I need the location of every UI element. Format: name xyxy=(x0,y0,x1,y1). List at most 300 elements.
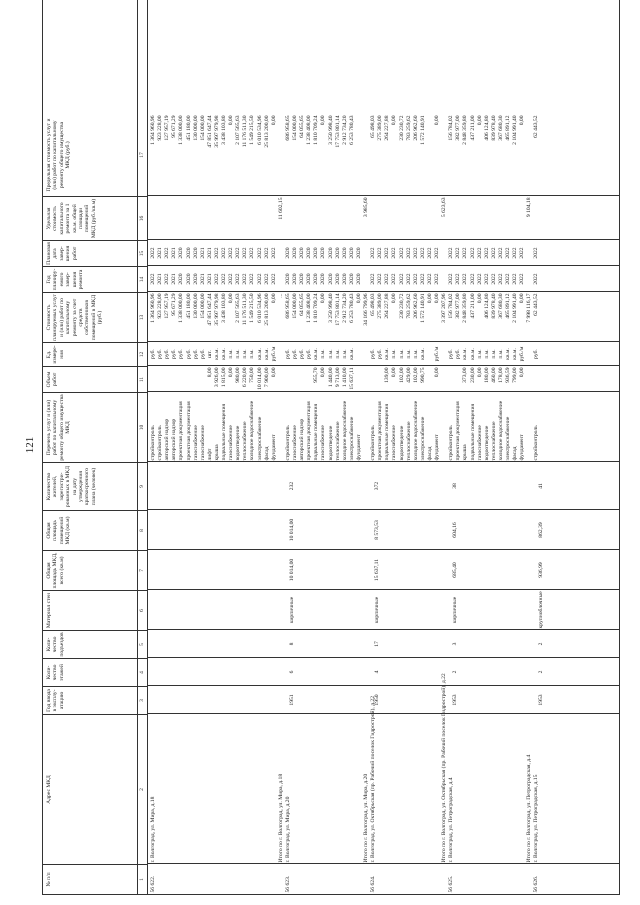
work-type: электроснабжение xyxy=(348,416,355,461)
completion-date: 2020 xyxy=(284,247,291,259)
header-cell: Стоимость планируемых услуг и (или) работ по капитальному ремонту за счет средств собственников помещений в МКД (руб.) xyxy=(43,292,139,342)
completion-year: 2022 xyxy=(377,273,384,285)
work-volume: 178,00 xyxy=(497,367,504,383)
unit-cost: 11 602,15 xyxy=(277,197,284,220)
completion-year: 2022 xyxy=(398,273,405,285)
unit: п.м. xyxy=(249,349,256,359)
column-rule xyxy=(148,365,620,366)
work-volume: 0,00 xyxy=(519,367,526,378)
completion-date: 2022 xyxy=(419,247,426,259)
completion-date: 2022 xyxy=(391,247,398,259)
cost: 0,00 xyxy=(355,293,362,304)
completion-date: 2020 xyxy=(348,247,355,259)
work-volume: 230,00 xyxy=(469,367,476,383)
column-rule xyxy=(148,685,620,686)
limit-cost: 2 912 734,20 xyxy=(341,115,348,145)
completion-year: 2021 xyxy=(157,273,164,285)
cost: 65 498,03 xyxy=(370,293,377,316)
header-cell: Плановая дата завер-шения работ xyxy=(43,240,139,266)
limit-cost: 0,00 xyxy=(434,115,440,126)
column-rule xyxy=(148,509,620,510)
completion-year: 2022 xyxy=(384,273,391,285)
cost: 451 180,00 xyxy=(185,293,192,319)
cost: 3 438 103,80 xyxy=(221,293,227,323)
column-rule xyxy=(148,341,620,342)
entrances: 3 xyxy=(452,642,459,646)
work-type: холодное водоснабжение xyxy=(249,400,256,461)
work-type: электроснабжение xyxy=(256,416,263,461)
completion-year: 2022 xyxy=(150,273,156,285)
cost: 1 572 140,91 xyxy=(419,293,426,323)
unit: п.м. xyxy=(405,349,412,359)
wall-material: кирпичные xyxy=(374,596,381,624)
unit: руб. xyxy=(199,349,206,359)
completion-date: 2022 xyxy=(213,247,220,259)
work-volume: 1 815,00 xyxy=(221,367,227,388)
column-number: 1 xyxy=(138,864,148,894)
unit: руб. xyxy=(178,349,185,359)
year-built: 1951 xyxy=(289,694,296,706)
work-volume: 0,00 xyxy=(228,367,235,378)
completion-date: 2022 xyxy=(235,247,242,259)
completion-year: 2020 xyxy=(355,273,362,285)
column-rule xyxy=(148,265,620,266)
address: г. Волгоград, ул. Октябрьская (пр. Рабочий поселок Гидрострой), д.22 xyxy=(370,696,377,863)
unit: п.м. xyxy=(497,349,504,359)
limit-cost: 127 957,19 xyxy=(164,115,171,141)
completion-date: 2022 xyxy=(426,247,433,259)
floors: 2 xyxy=(537,670,544,674)
cost: 2 912 734,20 xyxy=(341,293,348,323)
limit-cost: 156 784,02 xyxy=(448,115,455,141)
cost: 465 891,12 xyxy=(505,293,511,319)
header-cell: Ед. измере-ния xyxy=(43,342,139,366)
completion-year: 2020 xyxy=(306,273,313,285)
column-rule xyxy=(148,863,620,864)
residents: 38 xyxy=(452,483,459,489)
work-type: лифт xyxy=(206,448,213,461)
completion-date: 2022 xyxy=(398,247,405,259)
completion-date: 2022 xyxy=(412,247,419,259)
limit-cost: 230 230,72 xyxy=(398,115,405,141)
work-volume: 139,00 xyxy=(384,367,391,383)
total-cost: ... xyxy=(277,293,284,298)
completion-date: 2022 xyxy=(462,247,469,259)
work-type: газоснабжение xyxy=(320,425,327,461)
header-cell: Предельная стоимость услуг и (или) работ по капитальному ремонту общего имущества МКД (руб.) xyxy=(46,118,72,192)
completion-date: 2022 xyxy=(256,247,263,259)
work-type: теплоснабжение xyxy=(334,421,341,461)
unit: руб. xyxy=(377,349,384,359)
limit-cost: 783 259,62 xyxy=(405,115,412,141)
completion-date: 2020 xyxy=(327,247,334,259)
cost: 6 010 534,96 xyxy=(256,293,263,323)
completion-year: 2020 xyxy=(313,273,320,285)
limit-cost: 95 671,29 xyxy=(171,115,178,138)
completion-date: 2022 xyxy=(476,247,483,259)
completion-year: 2022 xyxy=(434,273,440,285)
completion-date: 2022 xyxy=(249,247,256,259)
total-label: Итого по г. Волгоград, ул. Мира, д.20 xyxy=(363,773,369,863)
work-volume: 373,00 xyxy=(462,367,469,383)
unit-cost: 9 104,18 xyxy=(526,197,533,218)
work-volume: 955,70 xyxy=(313,367,320,383)
unit: руб. xyxy=(455,349,462,359)
completion-year: 2022 xyxy=(469,273,476,285)
work-type: фасад xyxy=(263,446,270,461)
limit-cost: 17 753 801,14 xyxy=(334,115,341,148)
completion-date: 2022 xyxy=(448,247,455,259)
work-type: проектная документация xyxy=(306,401,313,461)
unit: кв.м. xyxy=(419,348,426,360)
header-cell: Удельная стоимость капитального ремонта за 1 кв.м. общей площади помещений МКД (руб./кв.м) xyxy=(43,196,139,240)
unit: п.м. xyxy=(327,349,334,359)
completion-year: 2020 xyxy=(348,273,355,285)
work-type: фундамент xyxy=(434,434,440,461)
residents: 372 xyxy=(374,481,381,491)
work-type: проектная документация xyxy=(377,401,384,461)
cost: 2 104 991,40 xyxy=(512,293,519,323)
cost: 923 228,00 xyxy=(157,293,164,319)
total-area: 10 014,00 xyxy=(289,558,296,582)
cost: 2 848 359,80 xyxy=(462,293,469,323)
completion-year: 2020 xyxy=(192,273,199,285)
completion-year: 2020 xyxy=(178,273,185,285)
completion-year: 2020 xyxy=(284,273,291,285)
completion-date: 2022 xyxy=(455,247,462,259)
completion-year: 2021 xyxy=(199,273,206,285)
completion-date: 2020 xyxy=(185,247,192,259)
unit: кв.м. xyxy=(313,348,320,360)
premises-area: 10 014,00 xyxy=(289,518,296,542)
work-volume: 15 637,11 xyxy=(348,367,355,390)
work-type: фундамент xyxy=(519,434,526,461)
year-built: 1950 xyxy=(374,694,381,706)
work-type: холодное водоснабжение xyxy=(412,400,419,461)
completion-date: 2022 xyxy=(405,247,412,259)
cost: 2 107 565,63 xyxy=(235,293,242,323)
limit-cost: 2 848 359,80 xyxy=(462,115,469,145)
limit-cost: 206 962,60 xyxy=(412,115,419,141)
limit-cost: 0,00 xyxy=(391,115,398,126)
address: г. Волгоград, ул. Петроградская, д.4 xyxy=(448,777,455,863)
residents: 41 xyxy=(537,483,544,489)
work-volume: 0,00 xyxy=(270,367,277,378)
column-rule xyxy=(148,549,620,550)
work-type: стройконтроль xyxy=(284,425,291,461)
header-cell: Адрес МКД xyxy=(43,714,139,864)
unit: руб. xyxy=(150,349,156,359)
limit-cost: 0,00 xyxy=(320,115,327,126)
column-rule xyxy=(148,291,620,292)
cost: 17 753 801,14 xyxy=(334,293,341,326)
column-number: 6 xyxy=(138,590,148,630)
unit: кв.м. xyxy=(213,348,220,360)
column-number: 11 xyxy=(138,366,148,392)
completion-date: 2022 xyxy=(242,247,249,259)
total-label: Итого по г. Волгоград, ул. Мира, д.18 xyxy=(277,773,284,863)
row-number: 56 623. xyxy=(284,875,291,893)
cost: 406 124,80 xyxy=(483,293,490,319)
completion-year: 2022 xyxy=(476,273,483,285)
column-number: 4 xyxy=(138,658,148,686)
header-cell: № п/п xyxy=(43,864,139,894)
unit: кв.м. xyxy=(462,348,469,360)
completion-year: 2020 xyxy=(341,273,348,285)
unit: кв.м. xyxy=(505,348,511,360)
limit-cost: 686 958,65 xyxy=(284,115,291,141)
completion-date: 2020 xyxy=(320,247,327,259)
unit: кв.м. xyxy=(263,348,270,360)
unit: руб. xyxy=(192,349,199,359)
cost: 264 227,88 xyxy=(384,293,391,319)
completion-date: 2022 xyxy=(533,247,540,259)
limit-cost: 6 253 780,43 xyxy=(348,115,355,145)
total-label: Итого по г. Волгоград, ул. Петроградская, д.4 xyxy=(526,754,533,863)
completion-year: 2022 xyxy=(497,273,504,285)
completion-year: 2020 xyxy=(299,273,306,285)
completion-date: 2022 xyxy=(490,247,497,259)
work-type: стройконтроль xyxy=(150,425,156,461)
limit-cost: 47 851 647,44 xyxy=(206,115,213,148)
unit: руб. xyxy=(185,349,192,359)
completion-date: 2021 xyxy=(171,247,178,259)
column-number: 8 xyxy=(138,510,148,550)
work-type: стройконтроль xyxy=(370,425,377,461)
work-volume: 102,00 xyxy=(412,367,419,383)
unit: п.м. xyxy=(412,349,419,359)
limit-cost: 1 549 215,50 xyxy=(249,115,256,145)
unit: п.м. xyxy=(391,349,398,359)
limit-cost: 451 180,00 xyxy=(185,115,192,141)
unit: руб. xyxy=(448,349,455,359)
entrances: 17 xyxy=(374,641,381,647)
work-volume: 429,00 xyxy=(405,367,412,383)
unit: руб. xyxy=(533,349,540,359)
unit: п.м. xyxy=(242,349,249,359)
cost: 130 000,00 xyxy=(192,293,199,319)
table-header xyxy=(42,0,138,895)
cost: 0,00 xyxy=(391,293,398,304)
header-cell: Коли-чество этажей xyxy=(43,658,139,686)
column-number: 5 xyxy=(138,630,148,658)
residents: 232 xyxy=(289,481,296,491)
completion-year: 2022 xyxy=(164,273,171,285)
work-type: подвальные помещения xyxy=(384,403,391,461)
column-number: 10 xyxy=(138,392,148,462)
completion-date: 2022 xyxy=(164,247,171,259)
completion-year: 2022 xyxy=(426,273,433,285)
floors: 2 xyxy=(452,670,459,674)
work-type: фасад xyxy=(512,446,519,461)
table-body xyxy=(148,0,620,895)
unit: руб. xyxy=(164,349,171,359)
work-volume: 10 014,00 xyxy=(256,367,263,390)
completion-date: 2020 xyxy=(341,247,348,259)
work-volume: 102,00 xyxy=(398,367,405,383)
limit-cost: 0,00 xyxy=(270,115,277,126)
completion-year: 2021 xyxy=(206,273,213,285)
document-page xyxy=(10,0,630,895)
work-volume: 7 900,00 xyxy=(263,367,270,388)
completion-year: 2022 xyxy=(490,273,497,285)
completion-year: 2022 xyxy=(391,273,398,285)
column-number: 2 xyxy=(138,714,148,864)
completion-year: 2022 xyxy=(533,273,540,285)
completion-year: 2022 xyxy=(405,273,412,285)
limit-cost: 35 997 979,98 xyxy=(213,115,220,148)
column-number: 12 xyxy=(138,342,148,366)
completion-year: 2020 xyxy=(292,273,298,285)
completion-date: 2022 xyxy=(150,247,156,259)
completion-date: 2021 xyxy=(199,247,206,259)
work-volume: 936,59 xyxy=(505,367,511,383)
unit-cost: 5 623,63 xyxy=(441,197,448,218)
work-volume: 0,00 xyxy=(476,367,483,378)
unit: п.м. xyxy=(490,349,497,359)
unit: руб. xyxy=(171,349,178,359)
work-volume: 6 220,00 xyxy=(242,367,249,388)
cost: 0,00 xyxy=(426,293,433,304)
work-volume: 799,00 xyxy=(512,367,519,383)
limit-cost: 1 810 709,24 xyxy=(313,115,320,145)
cost: 437 211,00 xyxy=(469,293,476,319)
work-type: теплоснабжение xyxy=(490,421,497,461)
floors: 4 xyxy=(374,670,381,674)
work-type: фундамент xyxy=(355,434,362,461)
year-built: 1953 xyxy=(537,694,544,706)
completion-year: 2022 xyxy=(263,273,270,285)
completion-year: 2020 xyxy=(327,273,334,285)
limit-cost: 0,00 xyxy=(519,115,526,126)
work-type: холодное водоснабжение xyxy=(341,400,348,461)
completion-year: 2022 xyxy=(483,273,490,285)
limit-cost: 264 227,88 xyxy=(384,115,391,141)
cost: 154 000,00 xyxy=(199,293,206,319)
work-type: фундамент xyxy=(270,434,277,461)
completion-date: 2020 xyxy=(299,247,306,259)
completion-year: 2020 xyxy=(334,273,341,285)
premises-area: 8 573,53 xyxy=(374,520,381,540)
work-volume: 1 410,00 xyxy=(341,367,348,388)
column-number: 7 xyxy=(138,550,148,590)
limit-cost: 3 250 998,40 xyxy=(327,115,334,145)
work-type: электроснабжение xyxy=(419,416,426,461)
completion-year: 2022 xyxy=(242,273,249,285)
completion-date: 2022 xyxy=(370,247,377,259)
cost: 686 958,65 xyxy=(284,293,291,319)
work-type: газоснабжение xyxy=(199,425,206,461)
limit-cost: 1 572 140,91 xyxy=(419,115,426,145)
row-number: 56 622. xyxy=(150,875,156,893)
completion-year: 2022 xyxy=(505,273,511,285)
row-number: 56 625. xyxy=(448,875,455,893)
cost: 11 176 511,30 xyxy=(242,293,249,326)
work-volume: 0,00 xyxy=(434,367,440,378)
completion-year: 2022 xyxy=(256,273,263,285)
completion-year: 2022 xyxy=(419,273,426,285)
work-type: стройконтроль xyxy=(448,425,455,461)
limit-cost: 65 498,03 xyxy=(370,115,377,138)
limit-cost: 465 891,12 xyxy=(505,115,511,141)
completion-date: 2021 xyxy=(206,247,213,259)
completion-date: 2022 xyxy=(384,247,391,259)
work-type: газоснабжение xyxy=(292,425,298,461)
cost: 35 997 979,98 xyxy=(213,293,220,326)
limit-cost: 923 228,00 xyxy=(157,115,164,141)
completion-date: 2020 xyxy=(292,247,298,259)
work-volume: 750,00 xyxy=(249,367,256,383)
header-cell: Материал стен xyxy=(43,590,139,630)
completion-year: 2020 xyxy=(185,273,192,285)
work-type: авторский надзор xyxy=(299,418,306,461)
limit-cost: 2 104 991,40 xyxy=(512,115,519,145)
cost: 0,00 xyxy=(228,293,235,304)
unit: руб./м xyxy=(434,346,440,362)
work-type: водоотведение xyxy=(235,425,242,461)
work-volume: 8,00 xyxy=(206,367,213,378)
cost: 382 977,00 xyxy=(455,293,462,319)
limit-cost: 1 364 960,96 xyxy=(150,115,156,145)
cost: 47 851 647,44 xyxy=(206,293,213,326)
completion-date: 2022 xyxy=(377,247,384,259)
work-volume: 980,00 xyxy=(235,367,242,383)
total-cost: 3 397 207,96 xyxy=(441,293,448,323)
work-volume: 460,00 xyxy=(490,367,497,383)
unit: п.м. xyxy=(398,349,405,359)
column-rule xyxy=(148,589,620,590)
work-type: авторский надзор xyxy=(164,418,171,461)
total-area: 936,99 xyxy=(537,562,544,578)
work-type: крыша xyxy=(462,444,469,461)
address: г. Волгоград, ул. Мира, д.20 xyxy=(284,796,291,863)
wall-material: крупноблочные xyxy=(537,591,544,629)
cost: 0,00 xyxy=(519,293,526,304)
premises-area: 862,39 xyxy=(537,522,544,538)
completion-year: 2022 xyxy=(228,273,235,285)
cost: 1 238 408,00 xyxy=(306,293,313,323)
unit: кв.м. xyxy=(348,348,355,360)
completion-date: 2021 xyxy=(157,247,164,259)
limit-cost: 154 000,00 xyxy=(199,115,206,141)
work-type: стройконтроль xyxy=(533,425,540,461)
floors: 6 xyxy=(289,670,296,674)
completion-date: 2020 xyxy=(313,247,320,259)
completion-year: 2022 xyxy=(249,273,256,285)
completion-date: 2020 xyxy=(334,247,341,259)
limit-cost: 130 000,00 xyxy=(192,115,199,141)
completion-date: 2022 xyxy=(519,247,526,259)
limit-cost: 406 124,80 xyxy=(483,115,490,141)
cost: 206 962,60 xyxy=(412,293,419,319)
limit-cost: 1 238 408,00 xyxy=(306,115,313,145)
unit: кв.м. xyxy=(256,348,263,360)
unit: п.м. xyxy=(334,349,341,359)
column-number: 3 xyxy=(138,686,148,714)
unit: п.м. xyxy=(341,349,348,359)
completion-date: 2020 xyxy=(192,247,199,259)
work-type: подвальные помещения xyxy=(313,403,320,461)
completion-year: 2022 xyxy=(235,273,242,285)
unit: п.м. xyxy=(228,349,235,359)
row-number: 56 624. xyxy=(370,875,377,893)
completion-date: 2022 xyxy=(221,247,227,259)
completion-date: 2022 xyxy=(228,247,235,259)
completion-year: 2022 xyxy=(519,273,526,285)
completion-date: 2022 xyxy=(512,247,519,259)
page-number: 121 xyxy=(24,436,36,454)
unit: руб. xyxy=(306,349,313,359)
